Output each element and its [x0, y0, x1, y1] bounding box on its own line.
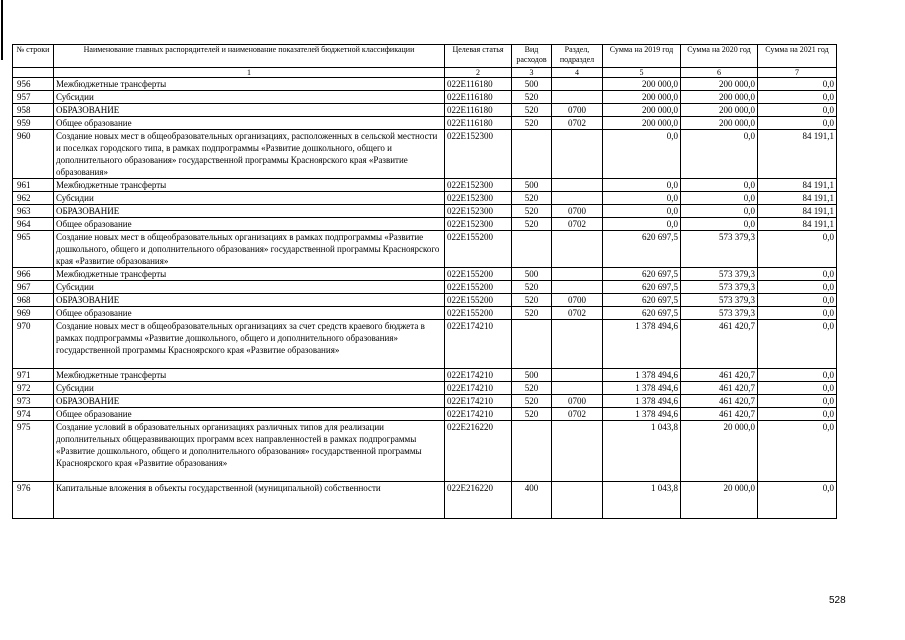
row-sum-2021: 0,0: [758, 91, 837, 104]
row-section: [552, 369, 603, 382]
row-expense-type: 520: [512, 395, 552, 408]
row-section: [552, 482, 603, 519]
header-sum-2019: Сумма на 2019 год: [603, 45, 681, 68]
row-section: 0702: [552, 117, 603, 130]
row-name: Субсидии: [54, 192, 445, 205]
row-sum-2020: 573 379,3: [681, 231, 758, 268]
row-expense-type: 500: [512, 369, 552, 382]
row-number: 967: [13, 281, 54, 294]
row-section: [552, 78, 603, 91]
row-sum-2020: 461 420,7: [681, 408, 758, 421]
row-expense-type: 520: [512, 192, 552, 205]
row-expense-type: 520: [512, 382, 552, 395]
row-sum-2019: 620 697,5: [603, 294, 681, 307]
row-section: 0700: [552, 205, 603, 218]
row-name: ОБРАЗОВАНИЕ: [54, 104, 445, 117]
row-sum-2019: 620 697,5: [603, 281, 681, 294]
row-sum-2021: 84 191,1: [758, 218, 837, 231]
row-section: [552, 91, 603, 104]
row-expense-type: 520: [512, 281, 552, 294]
table-row: [13, 307, 837, 320]
table-row: [13, 179, 837, 192]
row-number: 958: [13, 104, 54, 117]
table-row: [13, 104, 837, 117]
row-number: 968: [13, 294, 54, 307]
row-section: 0700: [552, 104, 603, 117]
row-name: ОБРАЗОВАНИЕ: [54, 294, 445, 307]
row-target-article: 022E174210: [445, 369, 512, 382]
row-sum-2019: 1 043,8: [603, 421, 681, 482]
row-sum-2021: 0,0: [758, 395, 837, 408]
row-sum-2019: 0,0: [603, 218, 681, 231]
row-number: 971: [13, 369, 54, 382]
row-target-article: 022E174210: [445, 395, 512, 408]
row-sum-2019: 1 378 494,6: [603, 369, 681, 382]
row-sum-2020: 0,0: [681, 218, 758, 231]
row-target-article: 022E152300: [445, 218, 512, 231]
row-sum-2019: 0,0: [603, 192, 681, 205]
table-row: [13, 117, 837, 130]
row-sum-2021: 0,0: [758, 231, 837, 268]
row-target-article: 022E155200: [445, 231, 512, 268]
table-row: [13, 294, 837, 307]
row-name: Межбюджетные трансферты: [54, 78, 445, 91]
row-name: Создание новых мест в общеобразовательных организациях в рамках подпрограммы «Развитие дошкольного, общего и дополнительного образования» государственной программы Красноярского края «Развитие образования»: [54, 231, 445, 268]
column-number: 6: [681, 68, 758, 78]
column-number: 5: [603, 68, 681, 78]
row-sum-2021: 0,0: [758, 307, 837, 320]
row-expense-type: [512, 130, 552, 179]
row-number: 970: [13, 320, 54, 369]
row-target-article: 022E116180: [445, 78, 512, 91]
row-sum-2019: 200 000,0: [603, 91, 681, 104]
table-row: [13, 78, 837, 91]
table-row: [13, 408, 837, 421]
row-number: 969: [13, 307, 54, 320]
row-sum-2019: 0,0: [603, 205, 681, 218]
row-target-article: 022E174210: [445, 320, 512, 369]
row-name: Межбюджетные трансферты: [54, 179, 445, 192]
row-expense-type: 520: [512, 307, 552, 320]
row-expense-type: 520: [512, 104, 552, 117]
row-section: [552, 320, 603, 369]
row-sum-2021: 0,0: [758, 78, 837, 91]
column-number-row: [13, 68, 837, 78]
row-name: Межбюджетные трансферты: [54, 268, 445, 281]
row-expense-type: 400: [512, 482, 552, 519]
row-name: ОБРАЗОВАНИЕ: [54, 395, 445, 408]
row-number: 957: [13, 91, 54, 104]
table-row: [13, 382, 837, 395]
header-expense-type: Вид расходов: [512, 45, 552, 68]
row-number: 963: [13, 205, 54, 218]
row-name: Субсидии: [54, 281, 445, 294]
row-name: Общее образование: [54, 117, 445, 130]
row-target-article: 022E152300: [445, 179, 512, 192]
row-sum-2021: 0,0: [758, 408, 837, 421]
row-sum-2019: 0,0: [603, 179, 681, 192]
table-row: [13, 268, 837, 281]
header-sum-2021: Сумма на 2021 год: [758, 45, 837, 68]
row-sum-2021: 84 191,1: [758, 192, 837, 205]
row-expense-type: [512, 320, 552, 369]
row-sum-2021: 0,0: [758, 281, 837, 294]
row-target-article: 022E174210: [445, 382, 512, 395]
header-name: Наименование главных распорядителей и наименование показателей бюджетной классификации: [54, 45, 445, 68]
row-sum-2020: 461 420,7: [681, 369, 758, 382]
table-row: [13, 482, 837, 519]
row-name: Создание новых мест в общеобразовательных организациях за счет средств краевого бюджета в рамках подпрограммы «Развитие дошкольного, общего и дополнительного образования» государственной программы Красноярского края «Развитие образования»: [54, 320, 445, 369]
row-number: 960: [13, 130, 54, 179]
row-sum-2021: 84 191,1: [758, 205, 837, 218]
row-sum-2019: 620 697,5: [603, 268, 681, 281]
row-name: Общее образование: [54, 307, 445, 320]
table-row: [13, 231, 837, 268]
row-sum-2019: 1 378 494,6: [603, 408, 681, 421]
row-name: Субсидии: [54, 91, 445, 104]
header-row-no: № строки: [13, 45, 54, 68]
row-number: 972: [13, 382, 54, 395]
row-expense-type: 520: [512, 91, 552, 104]
row-sum-2020: 573 379,3: [681, 268, 758, 281]
row-expense-type: 500: [512, 268, 552, 281]
row-target-article: 022E155200: [445, 281, 512, 294]
row-expense-type: 520: [512, 117, 552, 130]
row-sum-2021: 0,0: [758, 482, 837, 519]
row-sum-2019: 1 378 494,6: [603, 320, 681, 369]
row-expense-type: [512, 421, 552, 482]
row-sum-2021: 0,0: [758, 369, 837, 382]
row-sum-2020: 20 000,0: [681, 421, 758, 482]
row-sum-2021: 0,0: [758, 268, 837, 281]
row-expense-type: 520: [512, 408, 552, 421]
table-row: [13, 281, 837, 294]
row-section: [552, 421, 603, 482]
column-number-blank: [13, 68, 54, 78]
left-margin-rule: [1, 0, 3, 60]
row-section: [552, 179, 603, 192]
row-name: ОБРАЗОВАНИЕ: [54, 205, 445, 218]
table-row: [13, 91, 837, 104]
column-number: 3: [512, 68, 552, 78]
row-sum-2020: 0,0: [681, 192, 758, 205]
table-row: [13, 130, 837, 179]
table-row: [13, 421, 837, 482]
row-sum-2020: 573 379,3: [681, 281, 758, 294]
row-sum-2020: 461 420,7: [681, 395, 758, 408]
row-target-article: 022E116180: [445, 117, 512, 130]
row-sum-2020: 200 000,0: [681, 91, 758, 104]
row-sum-2021: 0,0: [758, 382, 837, 395]
page-number: 528: [829, 595, 846, 606]
row-section: 0702: [552, 218, 603, 231]
table-row: [13, 192, 837, 205]
row-sum-2019: 0,0: [603, 130, 681, 179]
row-target-article: 022E152300: [445, 130, 512, 179]
row-number: 976: [13, 482, 54, 519]
row-section: [552, 382, 603, 395]
row-sum-2019: 1 378 494,6: [603, 382, 681, 395]
row-section: [552, 281, 603, 294]
row-sum-2019: 200 000,0: [603, 117, 681, 130]
row-name: Общее образование: [54, 408, 445, 421]
row-number: 964: [13, 218, 54, 231]
row-expense-type: 500: [512, 179, 552, 192]
row-number: 961: [13, 179, 54, 192]
row-sum-2020: 0,0: [681, 130, 758, 179]
row-section: 0700: [552, 395, 603, 408]
row-sum-2020: 0,0: [681, 179, 758, 192]
row-target-article: 022E155200: [445, 268, 512, 281]
row-sum-2021: 0,0: [758, 117, 837, 130]
row-sum-2021: 84 191,1: [758, 179, 837, 192]
column-number: 4: [552, 68, 603, 78]
row-number: 965: [13, 231, 54, 268]
row-target-article: 022E155200: [445, 294, 512, 307]
row-sum-2019: 1 043,8: [603, 482, 681, 519]
row-name: Межбюджетные трансферты: [54, 369, 445, 382]
row-sum-2020: 461 420,7: [681, 382, 758, 395]
row-sum-2020: 461 420,7: [681, 320, 758, 369]
budget-table: [12, 44, 837, 519]
header-sum-2020: Сумма на 2020 год: [681, 45, 758, 68]
row-sum-2019: 620 697,5: [603, 307, 681, 320]
column-number: 1: [54, 68, 445, 78]
row-number: 956: [13, 78, 54, 91]
row-number: 974: [13, 408, 54, 421]
row-section: 0702: [552, 408, 603, 421]
row-sum-2020: 573 379,3: [681, 307, 758, 320]
row-expense-type: 500: [512, 78, 552, 91]
table-body: [13, 78, 837, 519]
row-expense-type: [512, 231, 552, 268]
row-sum-2020: 200 000,0: [681, 78, 758, 91]
row-sum-2021: 84 191,1: [758, 130, 837, 179]
row-expense-type: 520: [512, 294, 552, 307]
row-sum-2021: 0,0: [758, 294, 837, 307]
table-row: [13, 205, 837, 218]
row-target-article: 022E116180: [445, 91, 512, 104]
row-target-article: 022E216220: [445, 482, 512, 519]
row-section: 0702: [552, 307, 603, 320]
row-number: 975: [13, 421, 54, 482]
row-name: Общее образование: [54, 218, 445, 231]
row-target-article: 022E152300: [445, 205, 512, 218]
row-expense-type: 520: [512, 218, 552, 231]
row-target-article: 022E152300: [445, 192, 512, 205]
row-sum-2020: 200 000,0: [681, 117, 758, 130]
row-sum-2020: 573 379,3: [681, 294, 758, 307]
row-name: Создание условий в образовательных организациях различных типов для реализации дополнительных общеразвивающих программ всех направленностей в рамках подпрограммы «Развитие дошкольного, общего и дополнительного образования» государственной программы Красноярского края «Развитие образования»: [54, 421, 445, 482]
table-row: [13, 218, 837, 231]
row-section: [552, 130, 603, 179]
row-section: [552, 268, 603, 281]
row-name: Создание новых мест в общеобразовательных организациях, расположенных в сельской местности и поселках городского типа, в рамках подпрограммы «Развитие дошкольного, общего и дополнительного образования» государственной программы Красноярского края «Развитие образования»: [54, 130, 445, 179]
row-sum-2019: 620 697,5: [603, 231, 681, 268]
row-sum-2021: 0,0: [758, 320, 837, 369]
row-sum-2020: 200 000,0: [681, 104, 758, 117]
row-sum-2019: 1 378 494,6: [603, 395, 681, 408]
row-sum-2019: 200 000,0: [603, 78, 681, 91]
row-target-article: 022E155200: [445, 307, 512, 320]
row-number: 959: [13, 117, 54, 130]
row-sum-2020: 20 000,0: [681, 482, 758, 519]
table-row: [13, 395, 837, 408]
row-name: Капитальные вложения в объекты государственной (муниципальной) собственности: [54, 482, 445, 519]
table-header-row: [13, 45, 837, 68]
row-sum-2021: 0,0: [758, 104, 837, 117]
row-section: 0700: [552, 294, 603, 307]
row-number: 973: [13, 395, 54, 408]
row-target-article: 022E174210: [445, 408, 512, 421]
row-sum-2019: 200 000,0: [603, 104, 681, 117]
header-section: Раздел, подраздел: [552, 45, 603, 68]
row-expense-type: 520: [512, 205, 552, 218]
row-section: [552, 231, 603, 268]
row-number: 962: [13, 192, 54, 205]
row-target-article: 022E216220: [445, 421, 512, 482]
row-number: 966: [13, 268, 54, 281]
header-target-article: Целевая статья: [445, 45, 512, 68]
table-row: [13, 320, 837, 369]
row-sum-2020: 0,0: [681, 205, 758, 218]
row-name: Субсидии: [54, 382, 445, 395]
table-row: [13, 369, 837, 382]
column-number: 7: [758, 68, 837, 78]
row-section: [552, 192, 603, 205]
row-sum-2021: 0,0: [758, 421, 837, 482]
row-target-article: 022E116180: [445, 104, 512, 117]
column-number: 2: [445, 68, 512, 78]
